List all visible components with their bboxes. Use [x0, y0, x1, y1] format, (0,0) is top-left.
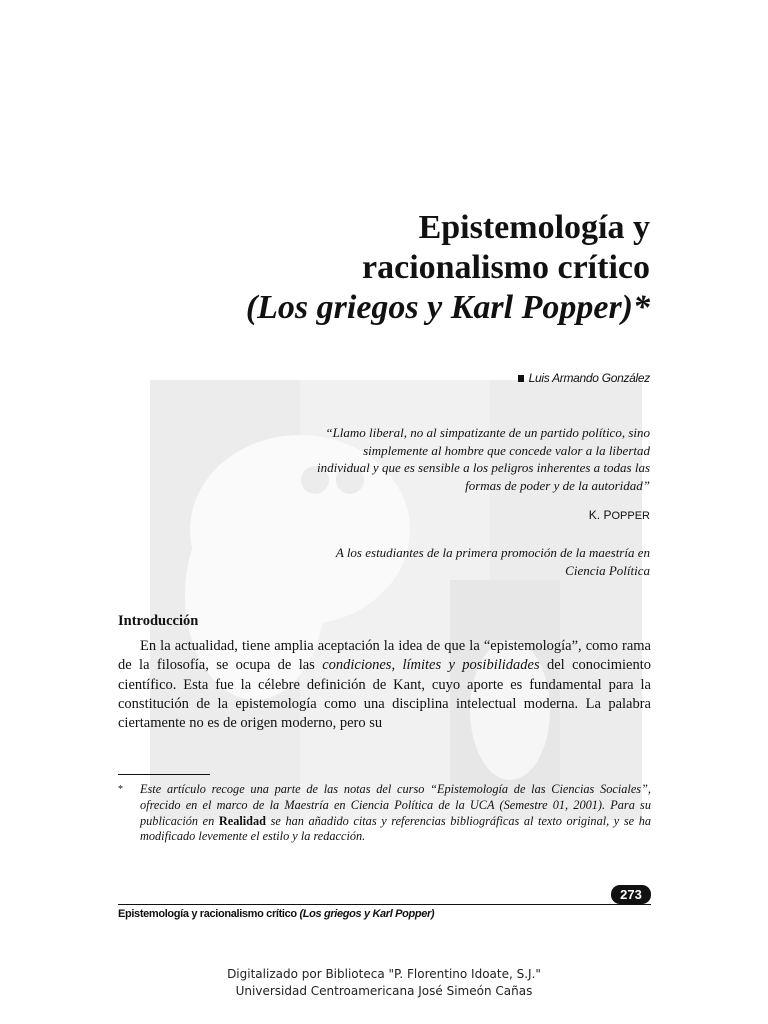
digitization-credits: [0, 966, 768, 1000]
title-line-2: racionalismo crítico: [362, 249, 650, 286]
epigraph-quote: “Llamo liberal, no al simpatizante de un partido político, sino simplemente al hombre que concede valor a la libertad individual y que es sensible a los peligros inherentes a todas las formas de poder y de la autoridad”: [316, 425, 650, 494]
dedication: A los estudiantes de la primera promoción de la maestría en Ciencia Política: [335, 545, 650, 578]
epigraph-attribution: [589, 508, 650, 522]
title-subtitle: (Los griegos y Karl Popper)*: [245, 289, 650, 326]
square-bullet-icon: [518, 375, 524, 382]
footer-divider: [118, 904, 651, 905]
body-paragraph: [118, 637, 651, 733]
footnote-divider: [118, 774, 210, 775]
article-title: [90, 208, 650, 328]
epigraph-attribution-rest: OPPER: [611, 510, 650, 522]
section-heading: Introducción: [118, 613, 199, 629]
running-footer-subtitle: (Los griegos y Karl Popper): [299, 908, 435, 920]
page-number-badge: 273: [611, 885, 651, 904]
footnote-journal-name: Realidad: [218, 813, 267, 828]
author-byline: [518, 371, 650, 385]
title-line-1: Epistemología y: [418, 209, 650, 246]
footnote-mark: *: [118, 784, 123, 795]
epigraph-attribution-initial: K. P: [588, 508, 612, 522]
footnote-text-part-1: Este artículo recoge una parte de las notas del curso “Epistemología de las Ciencias Sociales”, ofrecido en el marco de la Maestría en Ciencia Política de la UCA (Semestre 01, 2001). Para su publicación en: [140, 782, 651, 828]
body-text-part-2: del conocimiento científico. Esta fue la célebre definición de Kant, cuyo aporte es fundamental para la constitución de la epistemología como una disciplina intelectual moderna. La palabra ciertamente no es de origen moderno, pero su: [118, 657, 652, 732]
body-text-emphasis: condiciones, límites y posibilidades: [322, 657, 540, 674]
footnote-text-part-2: se han añadido citas y referencias bibliográficas al texto original, y se ha modificado levemente el estilo y la redacción.: [140, 813, 652, 844]
running-footer: [118, 908, 434, 920]
footnote: [118, 782, 651, 845]
credits-line-1: Digitalizado por Biblioteca "P. Florentino Idoate, S.J.": [227, 967, 541, 981]
body-text-part-1: En la actualidad, tiene amplia aceptación la idea de que la “epistemología”, como rama de la filosofía, se ocupa de las: [118, 638, 651, 674]
author-name: Luis Armando González: [528, 371, 650, 385]
running-footer-title: Epistemología y racionalismo crítico: [118, 908, 300, 920]
credits-line-2: Universidad Centroamericana José Simeón Cañas: [235, 984, 533, 998]
